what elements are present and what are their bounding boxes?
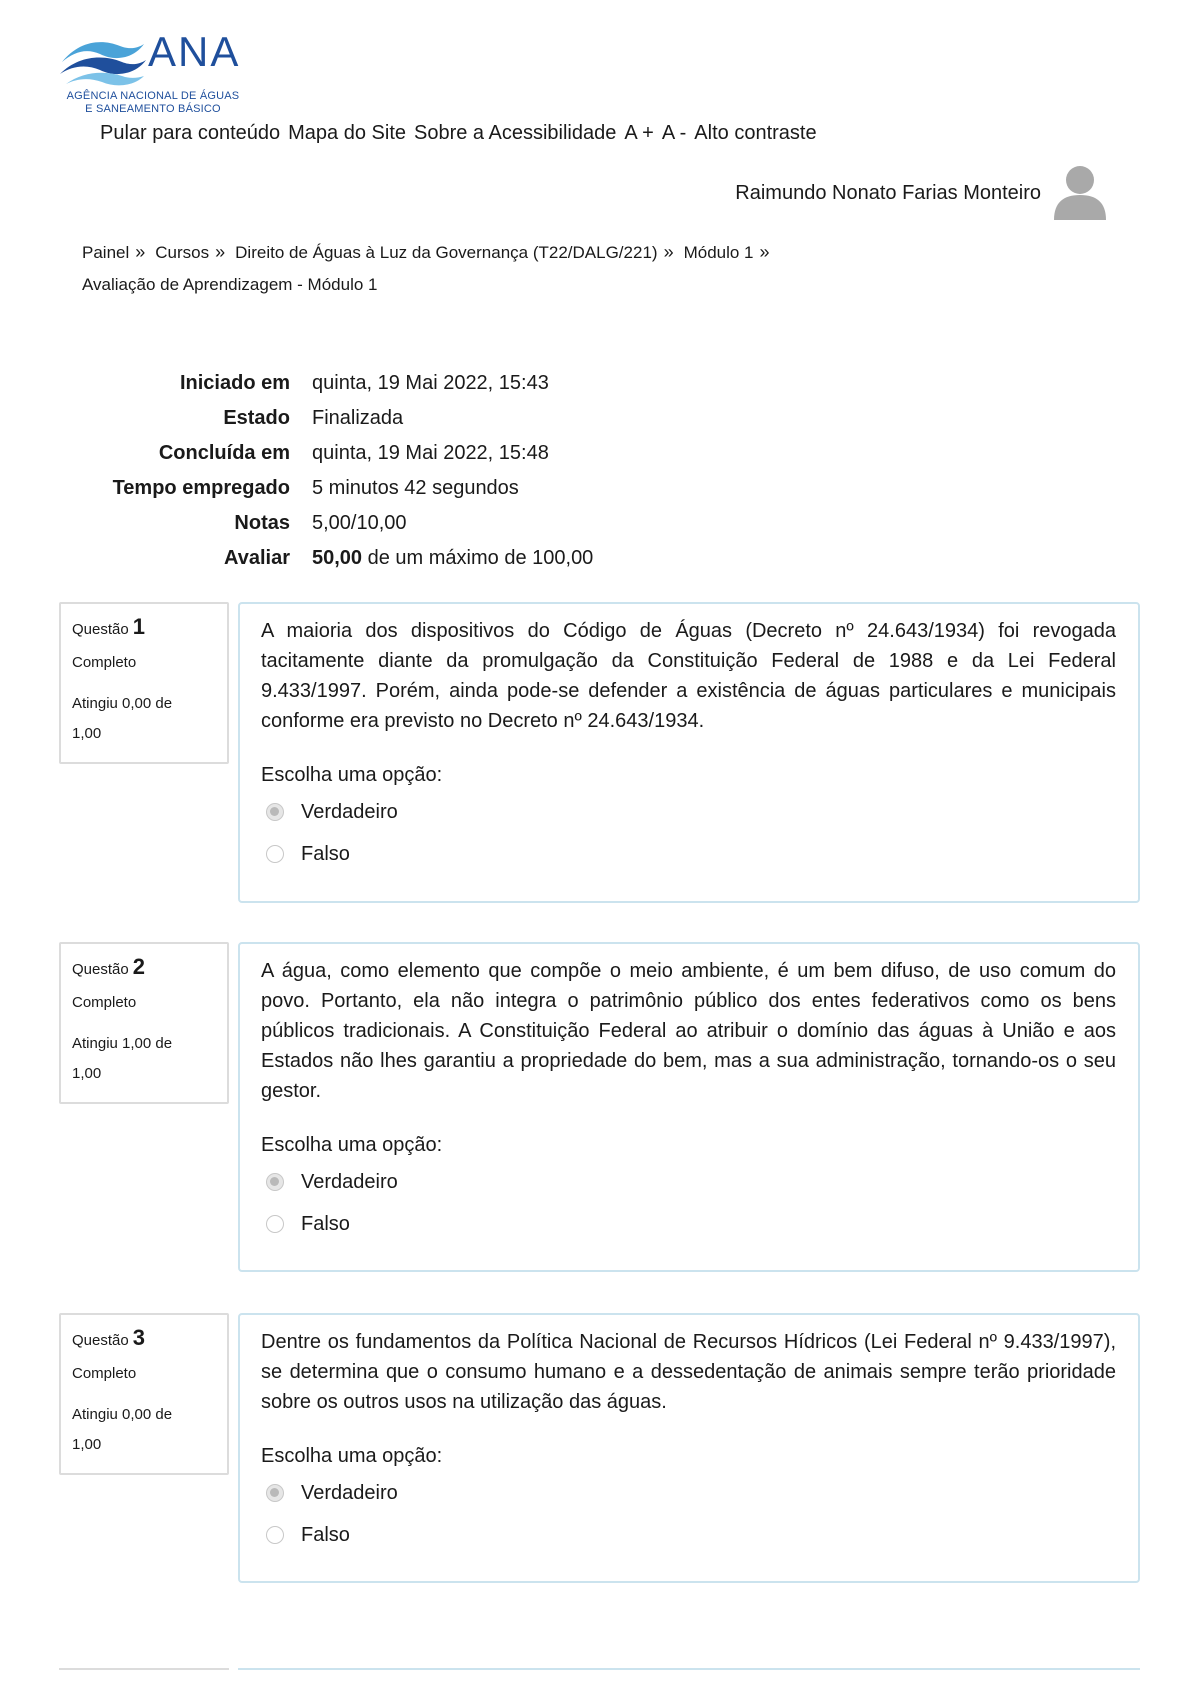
option-label: Falso bbox=[301, 1523, 350, 1546]
next-question-content-edge bbox=[238, 1668, 1140, 1670]
option-label: Verdadeiro bbox=[301, 1170, 398, 1193]
breadcrumb-separator: » bbox=[215, 242, 226, 262]
skip-to-content-link[interactable]: Pular para conteúdo bbox=[100, 122, 281, 144]
question-grade bbox=[72, 689, 216, 749]
option-verdadeiro[interactable] bbox=[261, 1472, 1116, 1514]
answer-prompt: Escolha uma opção: bbox=[261, 1134, 443, 1156]
summary-value: Finalizada bbox=[312, 407, 404, 429]
about-accessibility-link[interactable]: Sobre a Acessibilidade bbox=[414, 122, 617, 144]
option-falso[interactable] bbox=[261, 1514, 1116, 1556]
wave-logo-icon bbox=[60, 32, 146, 88]
summary-row-state bbox=[90, 401, 593, 436]
high-contrast-toggle[interactable]: Alto contraste bbox=[694, 122, 817, 144]
question-grade-line1: Atingiu 0,00 de bbox=[72, 1406, 173, 1423]
attempt-summary-table bbox=[90, 366, 593, 576]
question-content-1 bbox=[238, 602, 1140, 903]
answer-options bbox=[261, 791, 1116, 875]
question-text: A água, como elemento que compõe o meio ambiente, é um bem difuso, de uso comum do povo. Portanto, ela não integra o patrimônio público dos entes federativos como os bens públicos tradicionais. A Constituição Federal ao atribuir o domínio das águas à União e aos Estados não lhes garantiu a propriedade do bem, mas a sua administração, tornando-os o seu gestor. bbox=[261, 960, 1116, 1102]
summary-value bbox=[312, 541, 593, 576]
option-verdadeiro[interactable] bbox=[261, 1161, 1116, 1203]
option-label: Verdadeiro bbox=[301, 1481, 398, 1504]
next-question-edge bbox=[59, 1668, 1139, 1670]
question-state: Completo bbox=[72, 1365, 137, 1382]
question-number bbox=[72, 1325, 216, 1351]
grade-suffix: de um máximo de 100,00 bbox=[367, 547, 594, 569]
summary-value: 5 minutos 42 segundos bbox=[312, 477, 519, 499]
question-grade bbox=[72, 1029, 216, 1089]
answer-prompt: Escolha uma opção: bbox=[261, 1445, 443, 1467]
answer-prompt: Escolha uma opção: bbox=[261, 764, 443, 786]
question-label: Questão bbox=[72, 961, 129, 978]
next-question-info-edge bbox=[59, 1668, 229, 1670]
question-grade bbox=[72, 1400, 216, 1460]
user-menu[interactable] bbox=[735, 164, 1109, 222]
question-grade-line1: Atingiu 1,00 de bbox=[72, 1035, 173, 1052]
breadcrumb-item-cursos[interactable]: Cursos bbox=[155, 243, 210, 262]
breadcrumb-item-quiz[interactable]: Avaliação de Aprendizagem - Módulo 1 bbox=[82, 275, 378, 294]
logo-subtitle-line2: E SANEAMENTO BÁSICO bbox=[85, 103, 221, 115]
radio-checked[interactable] bbox=[266, 1173, 284, 1191]
summary-row-completed bbox=[90, 436, 593, 471]
question-info-2 bbox=[59, 942, 229, 1104]
ana-logo[interactable] bbox=[60, 28, 260, 118]
radio-unchecked[interactable] bbox=[266, 1215, 284, 1233]
option-label: Falso bbox=[301, 1212, 350, 1235]
summary-value: quinta, 19 Mai 2022, 15:43 bbox=[312, 372, 549, 394]
question-label: Questão bbox=[72, 1332, 129, 1349]
summary-label: Avaliar bbox=[224, 547, 290, 569]
radio-unchecked[interactable] bbox=[266, 845, 284, 863]
option-verdadeiro[interactable] bbox=[261, 791, 1116, 833]
question-label: Questão bbox=[72, 621, 129, 638]
summary-label: Estado bbox=[223, 407, 290, 429]
radio-checked[interactable] bbox=[266, 803, 284, 821]
radio-checked[interactable] bbox=[266, 1484, 284, 1502]
breadcrumb-item-painel[interactable]: Painel bbox=[82, 243, 130, 262]
radio-unchecked[interactable] bbox=[266, 1526, 284, 1544]
user-avatar-icon[interactable] bbox=[1051, 164, 1109, 222]
summary-value: 5,00/10,00 bbox=[312, 512, 407, 534]
question-content-3 bbox=[238, 1313, 1140, 1583]
sitemap-link[interactable]: Mapa do Site bbox=[288, 122, 406, 144]
summary-label: Tempo empregado bbox=[112, 477, 290, 499]
question-text: Dentre os fundamentos da Política Nacional de Recursos Hídricos (Lei Federal nº 9.433/1997), se determina que o consumo humano e a dessedentação de animais sempre terão prioridade sobre os outros usos na utilização das águas. bbox=[261, 1331, 1116, 1413]
question-number-value: 1 bbox=[132, 614, 145, 639]
summary-row-started bbox=[90, 366, 593, 401]
option-label: Falso bbox=[301, 842, 350, 865]
question-number bbox=[72, 954, 216, 980]
user-name[interactable]: Raimundo Nonato Farias Monteiro bbox=[735, 181, 1041, 204]
font-decrease-button[interactable]: A - bbox=[661, 122, 687, 144]
option-falso[interactable] bbox=[261, 1203, 1116, 1245]
question-info-3 bbox=[59, 1313, 229, 1475]
grade-value: 50,00 bbox=[312, 547, 363, 569]
question-text: A maioria dos dispositivos do Código de Águas (Decreto nº 24.643/1934) foi revogada tacitamente diante da promulgação da Constituição Federal de 1988 e da Lei Federal 9.433/1997. Porém, ainda pode-se defender a existência de águas particulares e municipais conforme era previsto no Decreto nº 24.643/1934. bbox=[261, 620, 1116, 732]
summary-row-time bbox=[90, 471, 593, 506]
summary-row-marks bbox=[90, 506, 593, 541]
breadcrumb-item-course[interactable]: Direito de Águas à Luz da Governança (T22/DALG/221) bbox=[235, 243, 658, 262]
question-grade-line2: 1,00 bbox=[72, 1065, 102, 1082]
font-increase-button[interactable]: A + bbox=[624, 122, 654, 144]
question-info-1 bbox=[59, 602, 229, 764]
question-state: Completo bbox=[72, 994, 137, 1011]
question-grade-line2: 1,00 bbox=[72, 1436, 102, 1453]
breadcrumb bbox=[82, 236, 1082, 301]
summary-label: Iniciado em bbox=[179, 372, 290, 394]
option-label: Verdadeiro bbox=[301, 800, 398, 823]
breadcrumb-item-module[interactable]: Módulo 1 bbox=[683, 243, 754, 262]
logo-wordmark: ANA bbox=[148, 28, 241, 75]
summary-label: Concluída em bbox=[158, 442, 290, 464]
summary-row-grade bbox=[90, 541, 593, 576]
question-grade-line1: Atingiu 0,00 de bbox=[72, 695, 173, 712]
breadcrumb-separator: » bbox=[759, 242, 770, 262]
question-state: Completo bbox=[72, 654, 137, 671]
answer-options bbox=[261, 1161, 1116, 1245]
question-content-2 bbox=[238, 942, 1140, 1272]
option-falso[interactable] bbox=[261, 833, 1116, 875]
logo-subtitle bbox=[60, 90, 246, 116]
answer-options bbox=[261, 1472, 1116, 1556]
breadcrumb-separator: » bbox=[663, 242, 674, 262]
question-number-value: 2 bbox=[132, 954, 145, 979]
question-grade-line2: 1,00 bbox=[72, 725, 102, 742]
summary-label: Notas bbox=[234, 512, 290, 534]
summary-value: quinta, 19 Mai 2022, 15:48 bbox=[312, 442, 549, 464]
accessibility-bar bbox=[100, 122, 817, 145]
question-number bbox=[72, 614, 216, 640]
breadcrumb-separator: » bbox=[135, 242, 146, 262]
logo-subtitle-line1: AGÊNCIA NACIONAL DE ÁGUAS bbox=[66, 90, 240, 102]
question-number-value: 3 bbox=[132, 1325, 145, 1350]
